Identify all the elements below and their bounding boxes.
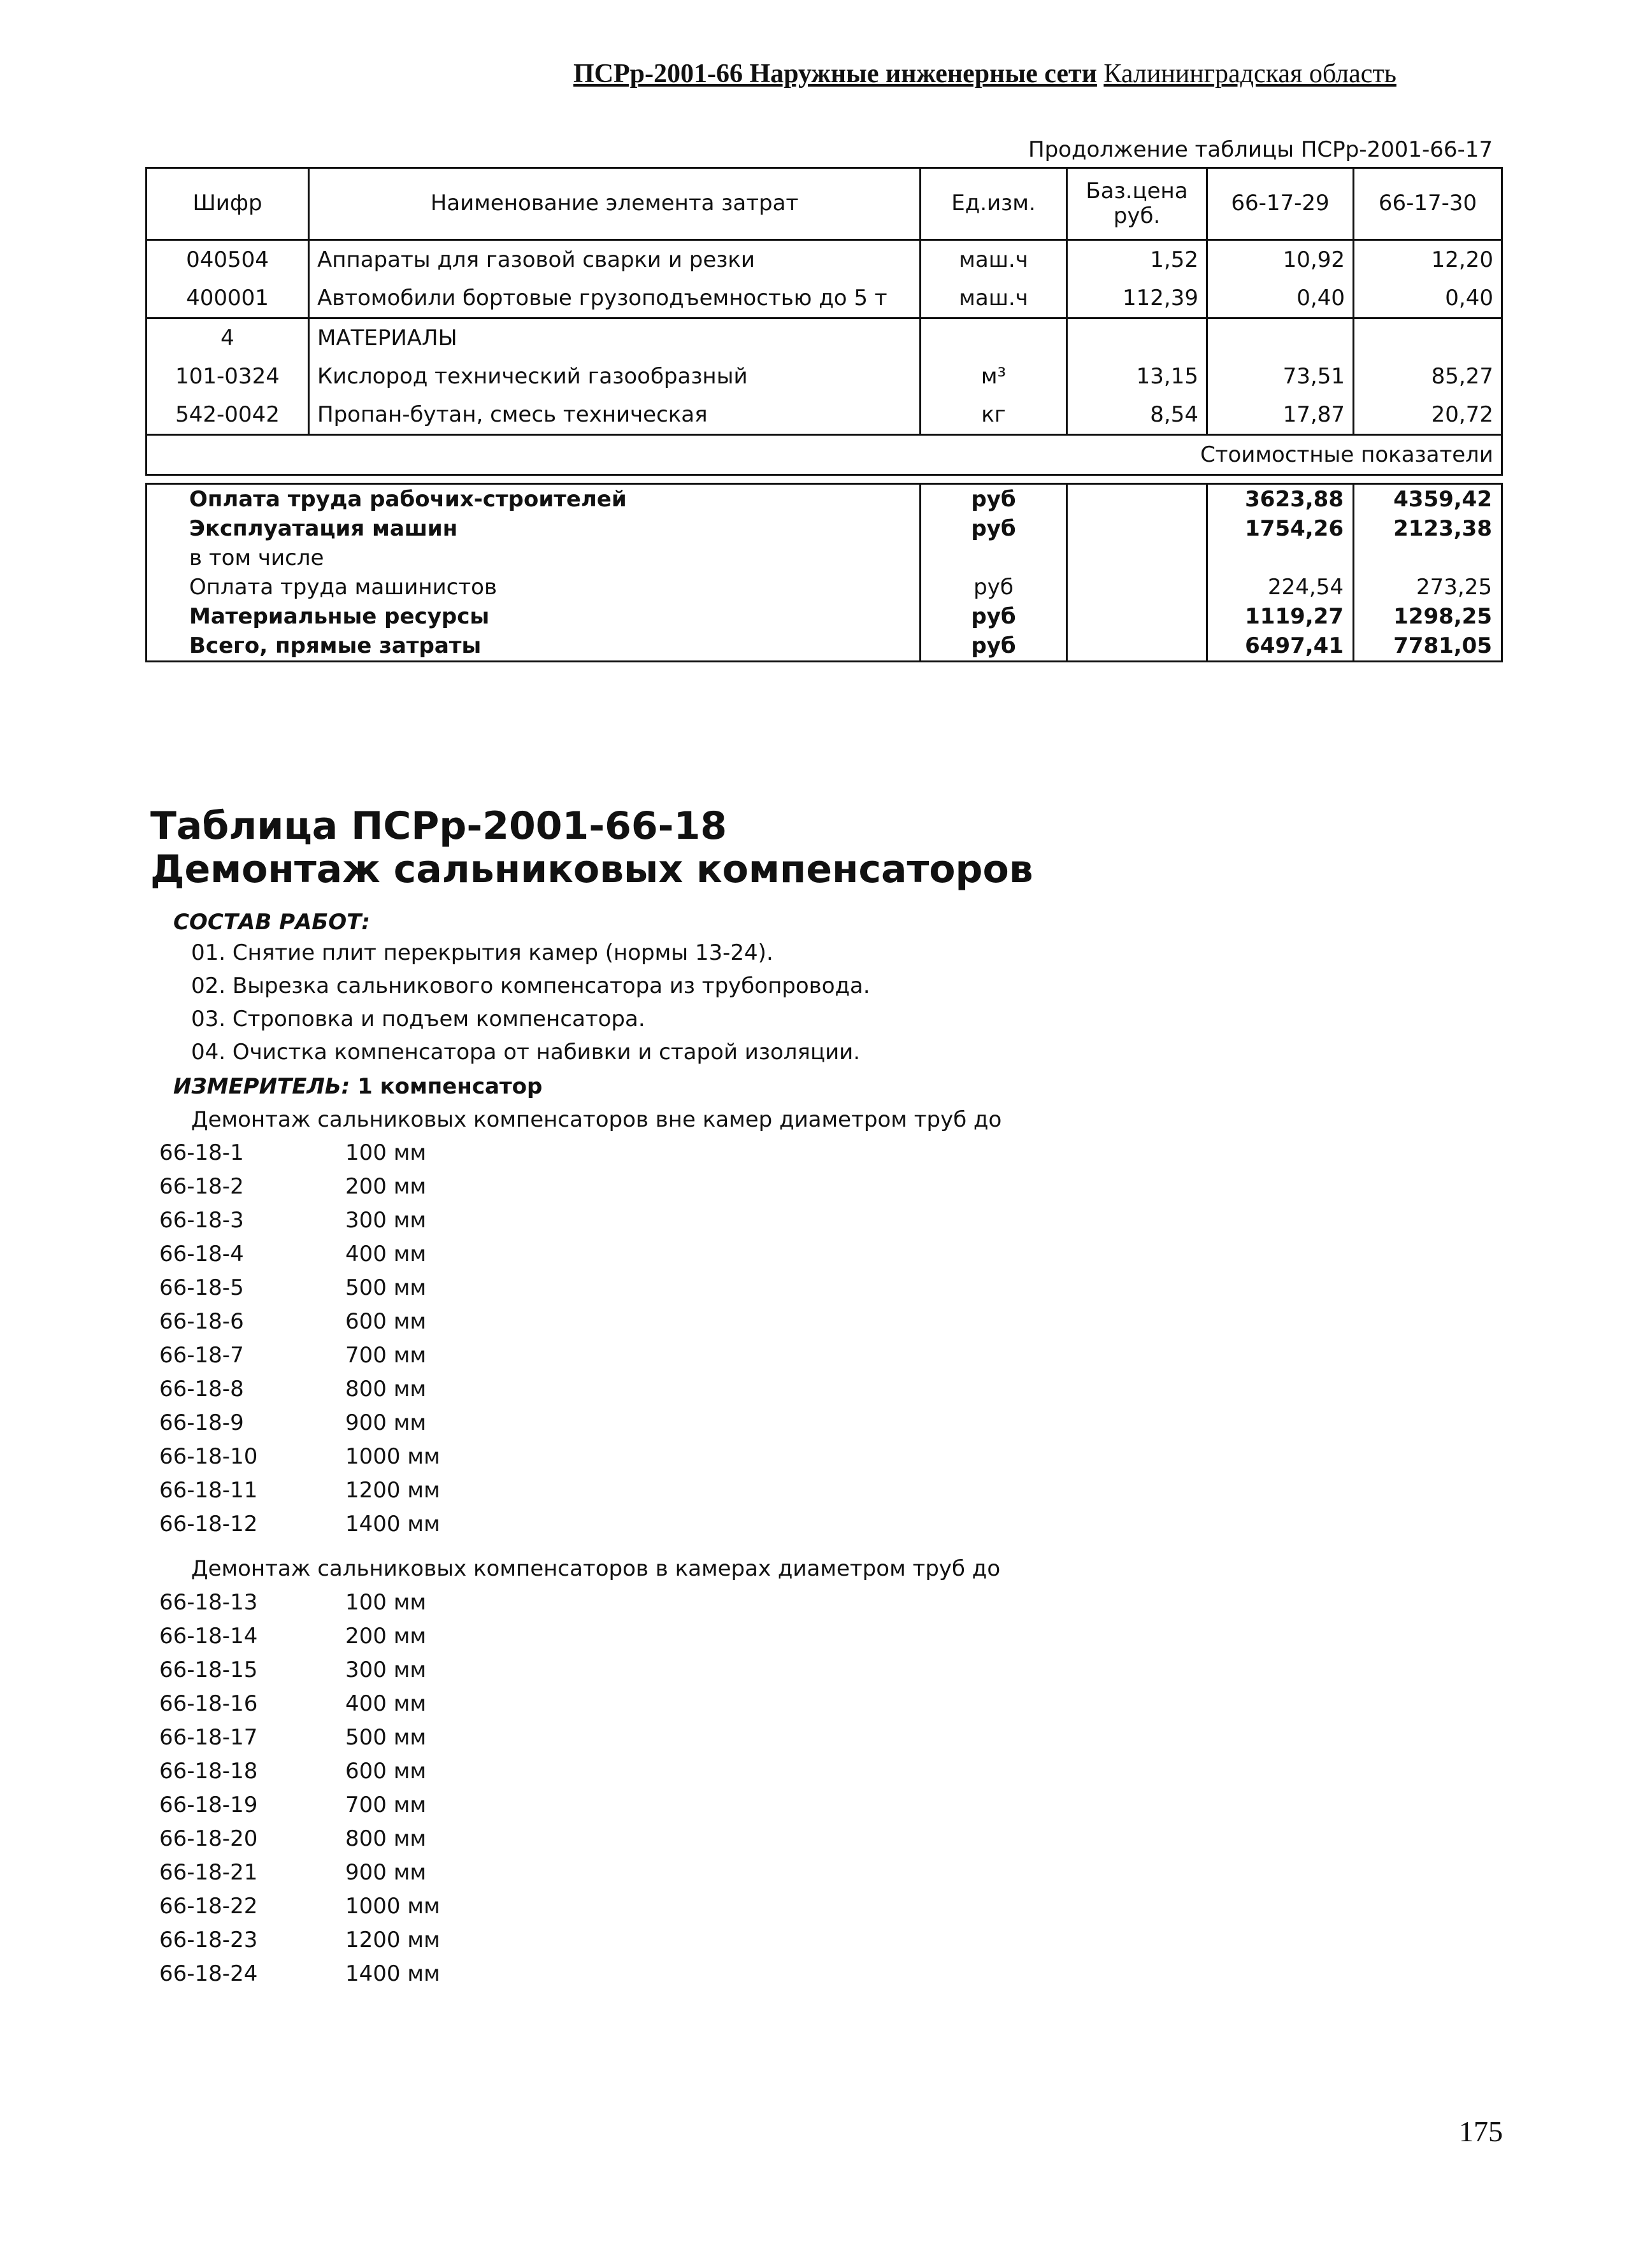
table-row: [147, 279, 1502, 318]
item-code: 66-18-5: [159, 1275, 244, 1301]
summary-unit: руб: [921, 602, 1067, 631]
item-code: 66-18-12: [159, 1511, 258, 1537]
item-code: 66-18-11: [159, 1478, 258, 1503]
item-code: 66-18-22: [159, 1894, 258, 1919]
page-number: 175: [1459, 2115, 1503, 2148]
col-header-code: Шифр: [147, 168, 309, 240]
summary-table: [145, 483, 1503, 662]
item-code: 66-18-14: [159, 1623, 258, 1649]
summary-unit: [921, 543, 1067, 573]
work-item: 02. Вырезка сальникового компенсатора из трубопровода.: [191, 973, 870, 999]
meter-value: 1 компенсатор: [357, 1074, 543, 1099]
item-code: 66-18-3: [159, 1208, 244, 1233]
summary-label: Оплата труда машинистов: [147, 573, 921, 602]
item-code: 66-18-10: [159, 1444, 258, 1469]
item-code: 66-18-19: [159, 1792, 258, 1818]
row-code: 542-0042: [147, 396, 309, 435]
summary-label: Оплата труда рабочих-строителей: [147, 484, 921, 515]
item-diameter: 1400 мм: [345, 1961, 440, 1986]
empty-cell: [1067, 543, 1207, 573]
item-code: 66-18-17: [159, 1725, 258, 1750]
empty-cell: [1354, 318, 1502, 358]
col-header-base-text: Баз.цена руб.: [1086, 178, 1188, 229]
item-code: 66-18-1: [159, 1140, 244, 1166]
row-code: 400001: [147, 279, 309, 318]
row-v2: 0,40: [1354, 279, 1502, 318]
col-header-name: Наименование элемента затрат: [309, 168, 921, 240]
row-base: 112,39: [1067, 279, 1207, 318]
cost-table-header: [147, 168, 1502, 240]
row-name: Пропан-бутан, смесь техническая: [309, 396, 921, 435]
work-item: 03. Строповка и подъем компенсатора.: [191, 1006, 645, 1032]
row-unit: маш.ч: [921, 240, 1067, 280]
summary-v1: 1754,26: [1207, 514, 1354, 543]
summary-unit: руб: [921, 631, 1067, 662]
col-header-unit: Ед.изм.: [921, 168, 1067, 240]
table-row: [147, 240, 1502, 280]
item-code: 66-18-13: [159, 1590, 258, 1615]
group-title: Демонтаж сальниковых компенсаторов в камерах диаметром труб до: [191, 1556, 1001, 1581]
summary-v1: 6497,41: [1207, 631, 1354, 662]
summary-label: в том числе: [147, 543, 921, 573]
summary-row: [147, 543, 1502, 573]
continuation-caption: Продолжение таблицы ПСРр-2001-66-17: [1028, 137, 1493, 162]
col-header-v2: 66-17-30: [1354, 168, 1502, 240]
header-region: Калининградская область: [1103, 59, 1396, 89]
summary-v1: 3623,88: [1207, 484, 1354, 515]
item-diameter: 100 мм: [345, 1140, 427, 1166]
item-diameter: 1000 мм: [345, 1894, 440, 1919]
item-diameter: 700 мм: [345, 1343, 427, 1368]
summary-v1: [1207, 543, 1354, 573]
summary-v2: 273,25: [1416, 574, 1492, 600]
item-diameter: 300 мм: [345, 1208, 427, 1233]
cost-caption: Стоимостные показатели: [147, 435, 1502, 475]
item-diameter: 400 мм: [345, 1691, 427, 1716]
item-code: 66-18-2: [159, 1174, 244, 1199]
empty-cell: [1067, 318, 1207, 358]
meter-line: [173, 1074, 542, 1099]
item-code: 66-18-9: [159, 1410, 244, 1436]
item-diameter: 800 мм: [345, 1826, 427, 1851]
item-code: 66-18-4: [159, 1241, 244, 1267]
item-diameter: 1200 мм: [345, 1478, 440, 1503]
summary-v2: 7781,05: [1393, 633, 1492, 659]
row-v1: 0,40: [1207, 279, 1354, 318]
summary-unit: руб: [921, 514, 1067, 543]
work-item: 04. Очистка компенсатора от набивки и старой изоляции.: [191, 1039, 861, 1065]
row-name: Аппараты для газовой сварки и резки: [309, 240, 921, 280]
empty-cell: [1067, 484, 1207, 515]
item-code: 66-18-8: [159, 1376, 244, 1402]
item-code: 66-18-18: [159, 1758, 258, 1784]
summary-unit: руб: [921, 573, 1067, 602]
item-diameter: 200 мм: [345, 1623, 427, 1649]
item-diameter: 100 мм: [345, 1590, 427, 1615]
item-diameter: 1200 мм: [345, 1927, 440, 1953]
item-diameter: 600 мм: [345, 1758, 427, 1784]
table-row: [147, 396, 1502, 435]
empty-cell: [921, 318, 1067, 358]
row-base: 8,54: [1067, 396, 1207, 435]
item-diameter: 700 мм: [345, 1792, 427, 1818]
group-title: Демонтаж сальниковых компенсаторов вне камер диаметром труб до: [191, 1107, 1002, 1132]
item-diameter: 1400 мм: [345, 1511, 440, 1537]
summary-unit: руб: [921, 484, 1067, 515]
summary-row: [147, 573, 1502, 602]
row-v2: 85,27: [1354, 357, 1502, 396]
row-name: Кислород технический газообразный: [309, 357, 921, 396]
row-base: 13,15: [1067, 357, 1207, 396]
row-v2: 12,20: [1354, 240, 1502, 280]
item-diameter: 300 мм: [345, 1657, 427, 1683]
row-code: 040504: [147, 240, 309, 280]
table-title: Таблица ПСРр-2001-66-18: [150, 804, 728, 848]
item-diameter: 900 мм: [345, 1860, 427, 1885]
section-number: 4: [147, 318, 309, 358]
empty-cell: [1207, 318, 1354, 358]
summary-row: [147, 602, 1502, 631]
item-diameter: 400 мм: [345, 1241, 427, 1267]
cost-table: [145, 167, 1503, 476]
col-header-v1: 66-17-29: [1207, 168, 1354, 240]
summary-row: [147, 514, 1502, 543]
summary-v1: 1119,27: [1207, 602, 1354, 631]
summary-v2: 1298,25: [1393, 604, 1492, 629]
row-unit: маш.ч: [921, 279, 1067, 318]
item-diameter: 800 мм: [345, 1376, 427, 1402]
summary-v2: 4359,42: [1393, 487, 1492, 512]
item-code: 66-18-16: [159, 1691, 258, 1716]
empty-cell: [1067, 573, 1207, 602]
empty-cell: [1067, 631, 1207, 662]
row-v1: 73,51: [1207, 357, 1354, 396]
meter-label: ИЗМЕРИТЕЛЬ:: [173, 1074, 350, 1099]
summary-v1: 224,54: [1207, 573, 1354, 602]
item-code: 66-18-15: [159, 1657, 258, 1683]
empty-cell: [1067, 602, 1207, 631]
summary-row: [147, 631, 1502, 662]
item-code: 66-18-21: [159, 1860, 258, 1885]
row-v1: 10,92: [1207, 240, 1354, 280]
table-row: [147, 357, 1502, 396]
row-base: 1,52: [1067, 240, 1207, 280]
item-diameter: 500 мм: [345, 1275, 427, 1301]
header-title: ПСРр-2001-66 Наружные инженерные сети: [573, 59, 1097, 89]
item-code: 66-18-7: [159, 1343, 244, 1368]
work-item: 01. Снятие плит перекрытия камер (нормы 13-24).: [191, 940, 773, 966]
row-unit: м³: [921, 357, 1067, 396]
row-v2: 20,72: [1354, 396, 1502, 435]
section-title: МАТЕРИАЛЫ: [309, 318, 921, 358]
item-code: 66-18-6: [159, 1309, 244, 1334]
item-code: 66-18-20: [159, 1826, 258, 1851]
item-code: 66-18-24: [159, 1961, 258, 1986]
summary-v2: 2123,38: [1393, 516, 1492, 541]
running-header: [573, 59, 1491, 89]
item-diameter: 1000 мм: [345, 1444, 440, 1469]
row-unit: кг: [921, 396, 1067, 435]
table-subtitle: Демонтаж сальниковых компенсаторов: [150, 847, 1033, 892]
item-code: 66-18-23: [159, 1927, 258, 1953]
item-diameter: 600 мм: [345, 1309, 427, 1334]
work-composition-label: СОСТАВ РАБОТ:: [173, 909, 370, 935]
col-header-base: [1067, 168, 1207, 240]
cost-caption-row: [147, 435, 1502, 475]
item-diameter: 500 мм: [345, 1725, 427, 1750]
summary-v2: [1354, 543, 1502, 573]
row-name: Автомобили бортовые грузоподъемностью до 5 т: [309, 279, 921, 318]
summary-row: [147, 484, 1502, 515]
empty-cell: [1067, 514, 1207, 543]
summary-label: Всего, прямые затраты: [147, 631, 921, 662]
row-v1: 17,87: [1207, 396, 1354, 435]
item-diameter: 900 мм: [345, 1410, 427, 1436]
summary-label: Эксплуатация машин: [147, 514, 921, 543]
section-row: [147, 318, 1502, 358]
summary-label: Материальные ресурсы: [147, 602, 921, 631]
item-diameter: 200 мм: [345, 1174, 427, 1199]
row-code: 101-0324: [147, 357, 309, 396]
